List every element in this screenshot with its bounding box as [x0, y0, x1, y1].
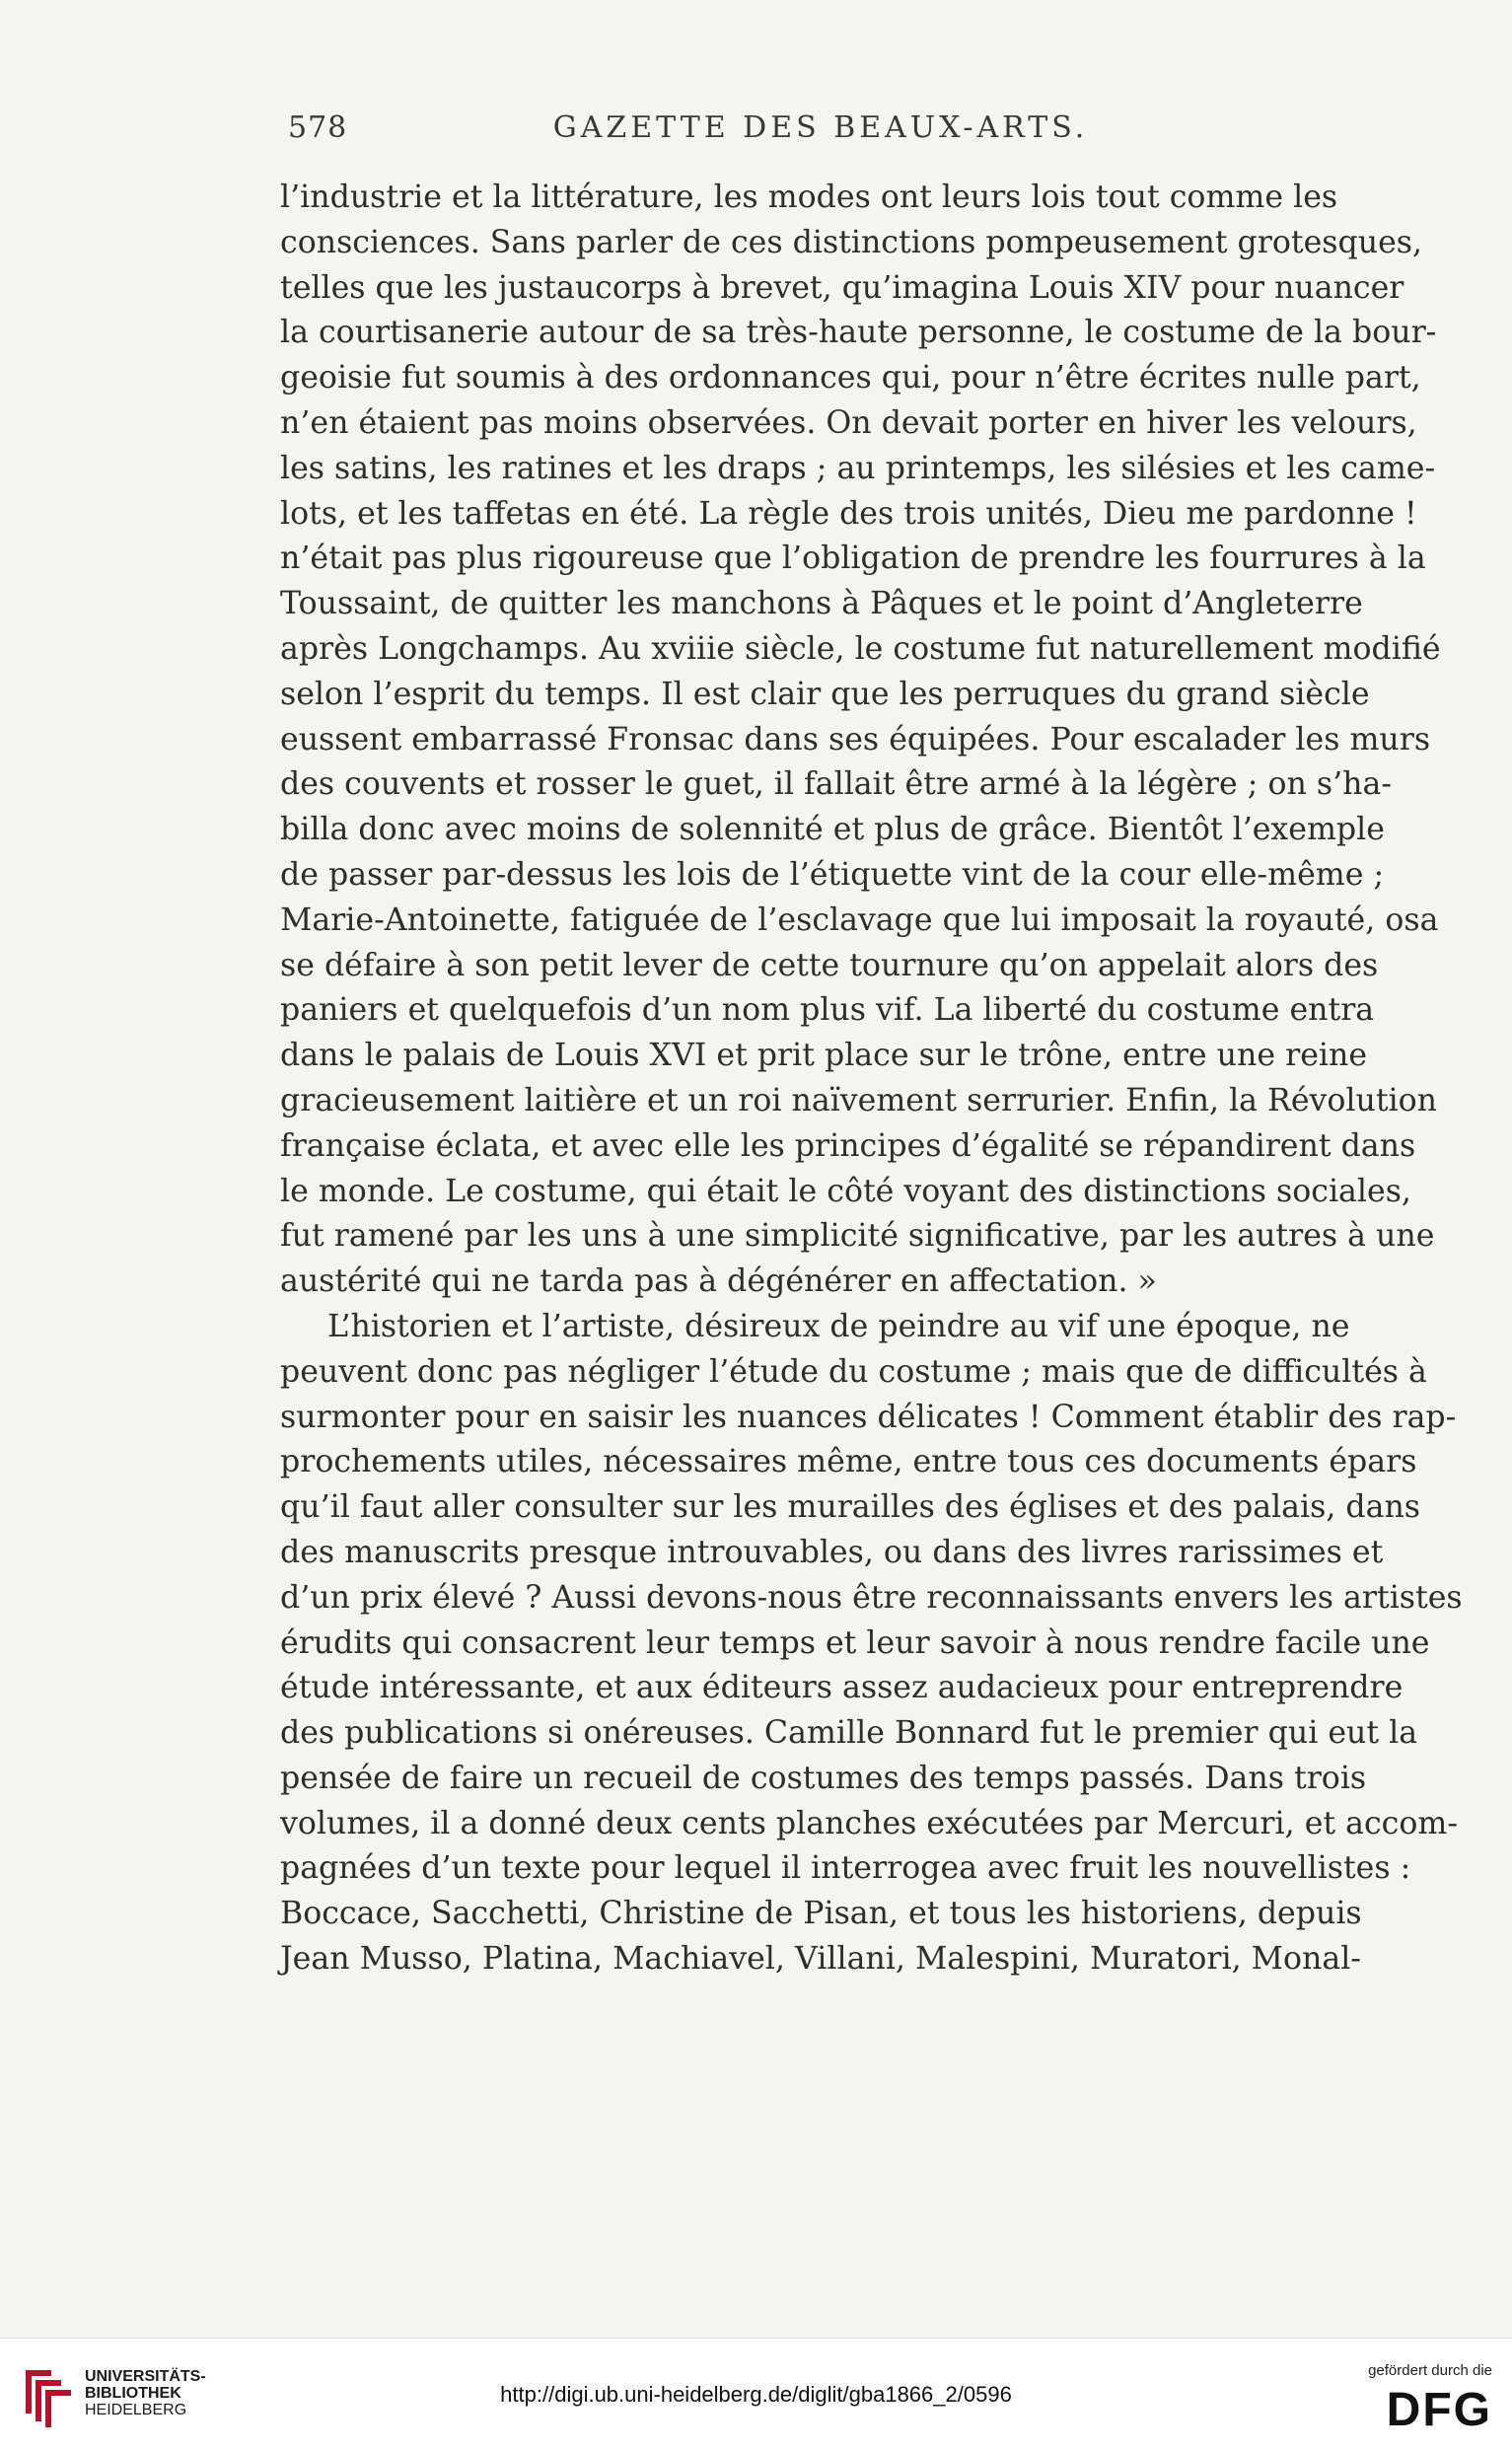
journal-title: GAZETTE DES BEAUX-ARTS. — [552, 110, 1089, 145]
text-line: paniers et quelquefois d’un nom plus vif. La liberté du costume entra — [280, 992, 1375, 1029]
text-line: des manuscrits presque introuvables, ou dans des livres rarissimes et — [280, 1534, 1384, 1570]
text-line: fut ramené par les uns à une simplicité significative, par les autres à une — [280, 1218, 1435, 1255]
text-line: n’en étaient pas moins observées. On devait porter en hiver les velours, — [280, 404, 1417, 441]
text-line: française éclata, et avec elle les principes d’égalité se répandirent dans — [280, 1127, 1416, 1164]
text-line: érudits qui consacrent leur temps et leur savoir à nous rendre facile une — [280, 1624, 1430, 1661]
text-line: le monde. Le costume, qui était le côté voyant des distinctions sociales, — [280, 1173, 1411, 1209]
text-line: pagnées d’un texte pour lequel il interrogea avec fruit les nouvellistes : — [280, 1850, 1411, 1887]
text-line: peuvent donc pas négliger l’étude du costume ; mais que de difficultés à — [280, 1353, 1427, 1390]
text-line: étude intéressante, et aux éditeurs assez audacieux pour entreprendre — [280, 1670, 1404, 1706]
text-line: gracieusement laitière et un roi naïvement serrurier. Enfin, la Révolution — [280, 1082, 1438, 1118]
text-line: L’historien et l’artiste, désireux de peindre au vif une époque, ne — [327, 1308, 1350, 1344]
dfg-logo: DFG — [1386, 2384, 1492, 2436]
text-line: lots, et les taffetas en été. La règle des trois unités, Dieu me pardonne ! — [280, 495, 1417, 532]
institution-line-2: BIBLIOTHEK — [85, 2385, 181, 2402]
institution-line-1: UNIVERSITÄTS- — [85, 2368, 206, 2385]
text-line: de passer par-dessus les lois de l’étiquette vint de la cour elle-même ; — [280, 856, 1385, 893]
page-number: 578 — [288, 110, 348, 145]
body-text — [280, 176, 1463, 1982]
funder-block — [1325, 2362, 1492, 2436]
text-line: Toussaint, de quitter les manchons à Pâques et le point d’Angleterre — [280, 586, 1363, 622]
text-line: après Longchamps. Au xviiie siècle, le costume fut naturellement modifié — [280, 630, 1441, 667]
text-line: geoisie fut soumis à des ordonnances qui, pour n’être écrites nulle part, — [280, 360, 1421, 396]
text-line: Marie-Antoinette, fatiguée de l’esclavage que lui imposait la royauté, osa — [280, 901, 1439, 938]
text-line: la courtisanerie autour de sa très-haute personne, le costume de la bour- — [280, 315, 1437, 351]
text-line: qu’il faut aller consulter sur les murailles des églises et des palais, dans — [280, 1489, 1421, 1526]
text-line: les satins, les ratines et les draps ; au printemps, les silésies et les came- — [280, 450, 1436, 486]
text-line: Jean Musso, Platina, Machiavel, Villani, Malespini, Muratori, Monal- — [280, 1941, 1361, 1978]
text-line: austérité qui ne tarda pas à dégénérer en affectation. » — [280, 1263, 1157, 1300]
permalink-url[interactable]: http://digi.ub.uni-heidelberg.de/diglit/gba1866_2/0596 — [500, 2382, 1012, 2407]
footer-bar — [0, 2338, 1512, 2451]
text-line: surmonter pour en saisir les nuances délicates ! Comment établir des rap- — [280, 1399, 1457, 1435]
text-line: se défaire à son petit lever de cette tournure qu’on appelait alors des — [280, 947, 1379, 983]
text-line: eussent embarrassé Fronsac dans ses équipées. Pour escalader les murs — [280, 721, 1431, 757]
text-line: telles que les justaucorps à brevet, qu’imagina Louis XIV pour nuancer — [280, 269, 1404, 306]
text-line: consciences. Sans parler de ces distinctions pompeusement grotesques, — [280, 224, 1423, 260]
text-line: d’un prix élevé ? Aussi devons-nous être reconnaissants envers les artistes — [280, 1579, 1463, 1616]
text-line: des publications si onéreuses. Camille Bonnard fut le premier qui eut la — [280, 1715, 1418, 1752]
text-line: pensée de faire un recueil de costumes des temps passés. Dans trois — [280, 1760, 1367, 1796]
text-line: l’industrie et la littérature, les modes ont leurs lois tout comme les — [280, 180, 1338, 215]
text-line: volumes, il a donné deux cents planches exécutées par Mercuri, et accom- — [280, 1805, 1459, 1841]
text-line: billa donc avec moins de solennité et plus de grâce. Bientôt l’exemple — [280, 812, 1385, 848]
running-head — [288, 110, 1353, 160]
institution-line-3: HEIDELBERG — [85, 2402, 187, 2418]
funder-text: gefördert durch die — [1368, 2362, 1492, 2379]
text-line: prochements utiles, nécessaires même, entre tous ces documents épars — [280, 1444, 1417, 1480]
text-line: n’était pas plus rigoureuse que l’obligation de prendre les fourrures à la — [280, 541, 1426, 577]
text-line: selon l’esprit du temps. Il est clair que les perruques du grand siècle — [280, 676, 1370, 712]
text-line: dans le palais de Louis XVI et prit place sur le trône, entre une reine — [280, 1038, 1368, 1074]
text-line: Boccace, Sacchetti, Christine de Pisan, et tous les historiens, depuis — [280, 1896, 1362, 1932]
text-line: des couvents et rosser le guet, il fallait être armé à la légère ; on s’ha- — [280, 766, 1392, 803]
